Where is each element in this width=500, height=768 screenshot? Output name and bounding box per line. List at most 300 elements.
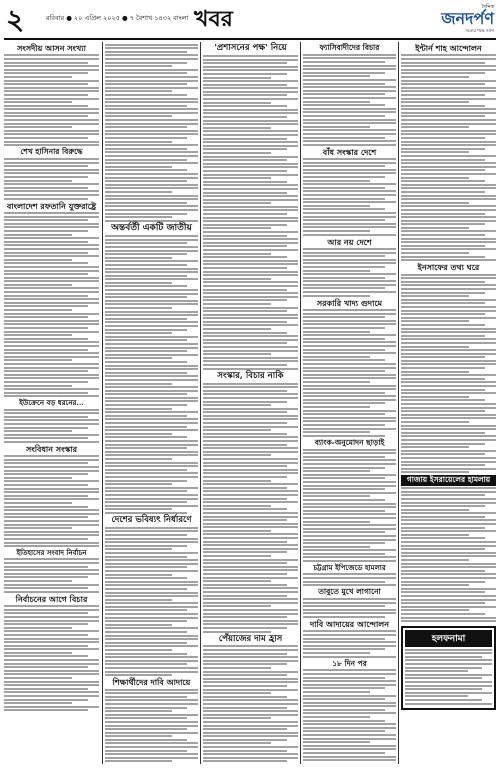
text-line [303,180,370,182]
text-line [401,435,496,437]
text-line [4,165,88,167]
text-line [105,303,198,305]
text-line [4,573,99,575]
text-line [4,323,99,325]
text-line [105,347,198,349]
text-line [105,293,198,295]
text-line [105,732,198,734]
text-line [401,523,496,525]
text-line [4,531,99,533]
text-line [401,494,485,496]
text-line [405,663,492,665]
text-line [203,678,298,680]
text-line [203,408,298,410]
text-line [303,320,396,322]
text-line [4,502,72,504]
text-line [203,750,287,752]
text-line [401,414,496,416]
text-line [4,187,88,189]
text-line [401,187,496,189]
text-line [4,230,88,232]
text-line [4,108,99,110]
text-line [105,235,198,237]
text-line [203,584,287,586]
text-line [303,745,396,747]
text-line [303,573,396,575]
text-line [303,641,396,643]
text-line [105,213,187,215]
text-line [303,459,396,461]
text-line [4,262,88,264]
text-line [105,671,198,673]
text-line [203,569,298,571]
text-line [303,111,396,113]
text-line [4,270,99,272]
text-line [105,329,187,331]
text-line [105,588,187,590]
text-line [303,259,396,261]
text-line [4,341,99,343]
text-line [401,101,469,103]
text-line [4,576,88,578]
text-line [203,735,298,737]
text-line [203,627,287,629]
text-line [303,556,396,558]
text-line [4,462,88,464]
text-line [4,569,99,571]
text-line [303,695,396,697]
text-line [303,176,385,178]
text-line [303,392,385,394]
text-line [4,367,99,369]
text-line [4,349,88,351]
text-line [203,649,298,651]
text-line [105,187,198,189]
text-line [401,505,485,507]
text-line [105,624,172,626]
text-line [303,648,385,650]
text-line [105,220,198,222]
text-line [105,451,198,453]
text-line [401,234,485,236]
text-line [401,90,496,92]
text-line [203,725,298,727]
text-line [4,98,99,100]
text-line [105,76,198,78]
text-line [203,717,271,719]
text-line [105,462,198,464]
text-line [203,530,271,532]
text-line [4,699,88,701]
text-line [105,458,172,460]
text-line [401,58,496,60]
text-line [303,539,396,541]
text-line [303,492,396,494]
text-line [4,520,99,522]
text-line [203,156,298,158]
text-line [105,742,198,744]
text-line [105,717,187,719]
text-line [203,490,298,492]
body-text [401,487,496,622]
text-line [4,706,99,708]
text-line [105,411,198,413]
text-line [4,681,99,683]
column-2 [105,42,198,764]
text-line [203,451,298,453]
text-line [4,76,72,78]
headline: সংসদীয় আসন সংখ্যা [17,43,86,53]
text-line [401,512,496,514]
text-line [203,422,287,424]
text-line [105,483,172,485]
text-line [401,541,496,543]
text-line [105,282,172,284]
text-line [105,94,187,96]
text-line [303,730,385,732]
text-line [303,273,396,275]
text-line [203,138,287,140]
text-line [401,432,485,434]
text-line [401,428,496,430]
text-line [401,443,485,445]
text-line [203,433,287,435]
text-line [401,83,485,85]
text-line [203,335,298,337]
text-line [203,231,298,233]
headline: নির্বাচনের আগে বিচার [15,593,88,604]
text-line [203,681,298,683]
text-line [4,441,99,443]
headline: পেঁয়াজের দাম হ্রাস [218,633,283,644]
text-line [303,524,396,526]
text-line [401,410,485,412]
text-line [203,321,287,323]
text-line [203,653,287,655]
text-line [401,80,496,82]
body-text [303,598,396,618]
text-line [203,249,298,251]
text-line [203,62,287,64]
text-line [105,649,172,651]
body-text [203,645,298,764]
text-line [303,399,396,401]
text-line [303,295,370,297]
text-line [105,307,172,309]
text-line [303,684,396,686]
text-line [303,474,396,476]
text-line [105,476,198,478]
text-line [4,437,88,439]
text-line [4,284,72,286]
text-line [303,503,396,505]
text-line [203,102,271,104]
text-line [401,98,496,100]
text-line [105,490,187,492]
text-line [4,627,72,629]
text-line [4,115,88,117]
text-line [105,87,198,89]
text-line [401,324,485,326]
text-line [203,206,298,208]
text-line [303,280,396,282]
text-line [405,681,492,683]
text-line [105,47,198,49]
text-line [401,555,496,557]
text-line [4,620,99,622]
text-line [203,620,298,622]
text-line [4,216,99,218]
text-line [203,566,298,568]
text-line [401,570,485,572]
text-line [203,544,298,546]
body-text [203,55,298,370]
headline: সরকারি খাদ্য গুদামে [316,297,383,308]
text-line [4,287,99,289]
headline: ফ্যাসিবাদীদের বিচার [319,43,380,52]
headline: অন্তর্বর্তী একটি জাতীয় [111,222,192,233]
text-line [4,381,88,383]
text-line [105,721,198,723]
text-line [4,331,99,333]
text-line [303,709,385,711]
text-line [401,306,496,308]
text-line [4,702,72,704]
text-line [303,54,396,56]
text-line [105,216,172,218]
text-line [4,534,99,536]
text-line [4,183,99,185]
text-line [401,403,496,405]
text-line [401,566,496,568]
text-line [4,638,99,640]
text-line [303,349,385,351]
text-line [303,584,396,586]
text-line [203,353,271,355]
body-text [303,630,396,657]
text-line [303,385,396,387]
text-line [105,530,198,532]
text-line [4,255,99,257]
text-line [203,671,298,673]
text-line [4,488,99,490]
text-line [105,563,198,565]
text-line [303,395,396,397]
text-line [401,530,496,532]
text-line [105,357,172,359]
text-line [303,652,370,654]
text-line [105,339,187,341]
text-line [203,760,287,762]
text-line [105,133,198,135]
text-line [4,558,99,560]
text-line [4,327,88,329]
text-line [303,549,396,551]
text-line [303,467,385,469]
text-line [105,379,198,381]
text-line [303,165,385,167]
text-line [401,417,496,419]
text-line [4,180,72,182]
text-line [401,367,485,369]
text-line [105,325,198,327]
text-line [303,126,370,128]
text-line [303,470,370,472]
text-line [203,602,298,604]
text-line [203,253,271,255]
text-line [303,506,396,508]
body-text [4,455,99,547]
text-line [105,260,198,262]
text-line [105,505,198,507]
text-line [203,609,298,611]
body-text [105,689,198,764]
text-line [203,533,298,535]
text-line [303,230,370,232]
text-line [105,155,198,157]
text-line [203,307,298,309]
text-line [105,552,198,554]
text-line [105,422,198,424]
text-line [203,591,298,593]
headline: দাবি আদায়ের আন্দোলন [309,618,390,629]
text-line [401,396,469,398]
text-line [203,696,287,698]
text-line [303,338,385,340]
text-line [303,680,396,682]
text-line [303,277,385,279]
text-line [203,174,298,176]
text-line [401,328,496,330]
text-line [401,256,485,258]
text-line [105,365,198,367]
text-line [303,673,396,675]
text-line [105,609,187,611]
text-line [203,404,271,406]
text-line [105,498,198,500]
headline: বাঁধ সংস্কার দেশে [322,146,377,157]
text-line [303,65,396,67]
text-line [405,677,482,679]
text-line [105,177,198,179]
text-line [303,140,396,142]
text-line [4,295,88,297]
text-line [105,548,172,550]
text-line [303,248,396,250]
text-line [4,58,99,60]
text-line [401,588,496,590]
text-line [303,734,396,736]
text-line [4,162,99,164]
logo-tagline: সত্যের পক্ষে সর্বদা [465,28,494,33]
headline: সংস্কার, বিচার নাকি [217,370,284,381]
text-line [401,169,485,171]
text-line [303,656,396,658]
column-rule [102,42,103,764]
text-line [4,409,99,411]
text-line [401,288,496,290]
text-line [401,105,485,107]
text-line [105,268,198,270]
text-line [4,259,72,261]
text-line [105,332,172,334]
text-line [303,499,385,501]
body-text [303,669,396,761]
text-line [4,352,99,354]
text-line [303,712,396,714]
text-line [4,298,99,300]
text-line [105,311,198,313]
text-line [4,126,72,128]
text-line [105,692,198,694]
text-line [105,436,187,438]
text-line [4,273,88,275]
text-line [105,314,198,316]
text-line [4,334,72,336]
text-line [4,641,99,643]
text-line [401,148,485,150]
text-line [203,245,287,247]
text-line [105,202,187,204]
text-line [303,738,396,740]
text-line [4,363,99,365]
text-line [401,69,496,71]
text-line [401,223,485,225]
text-line [105,51,187,53]
text-line [105,534,187,536]
text-line [303,309,396,311]
text-line [303,481,396,483]
text-line [203,595,287,597]
text-line [401,425,496,427]
text-line [105,123,198,125]
text-line [4,670,99,672]
text-line [401,421,469,423]
text-line [303,723,396,725]
text-line [105,390,198,392]
section-title: খবর [194,6,233,32]
text-line [4,280,99,282]
text-line [105,169,187,171]
text-line [401,385,496,387]
column-5 [401,42,496,764]
text-line [303,363,396,365]
text-line [105,386,198,388]
text-line [401,559,469,561]
text-line [105,126,187,128]
text-line [203,541,287,543]
text-line [303,190,396,192]
text-line [4,385,72,387]
text-line [401,591,485,593]
text-line [303,553,385,555]
text-line [405,692,492,694]
text-line [401,548,485,550]
text-line [203,436,298,438]
text-line [401,180,485,182]
text-line [303,137,385,139]
text-line [4,412,99,414]
text-line [203,660,298,662]
text-line [4,87,99,89]
text-line [105,638,198,640]
text-line [401,173,496,175]
text-line [105,343,198,345]
text-line [303,452,396,454]
text-line [203,440,298,442]
text-line [105,656,198,658]
text-line [203,166,298,168]
